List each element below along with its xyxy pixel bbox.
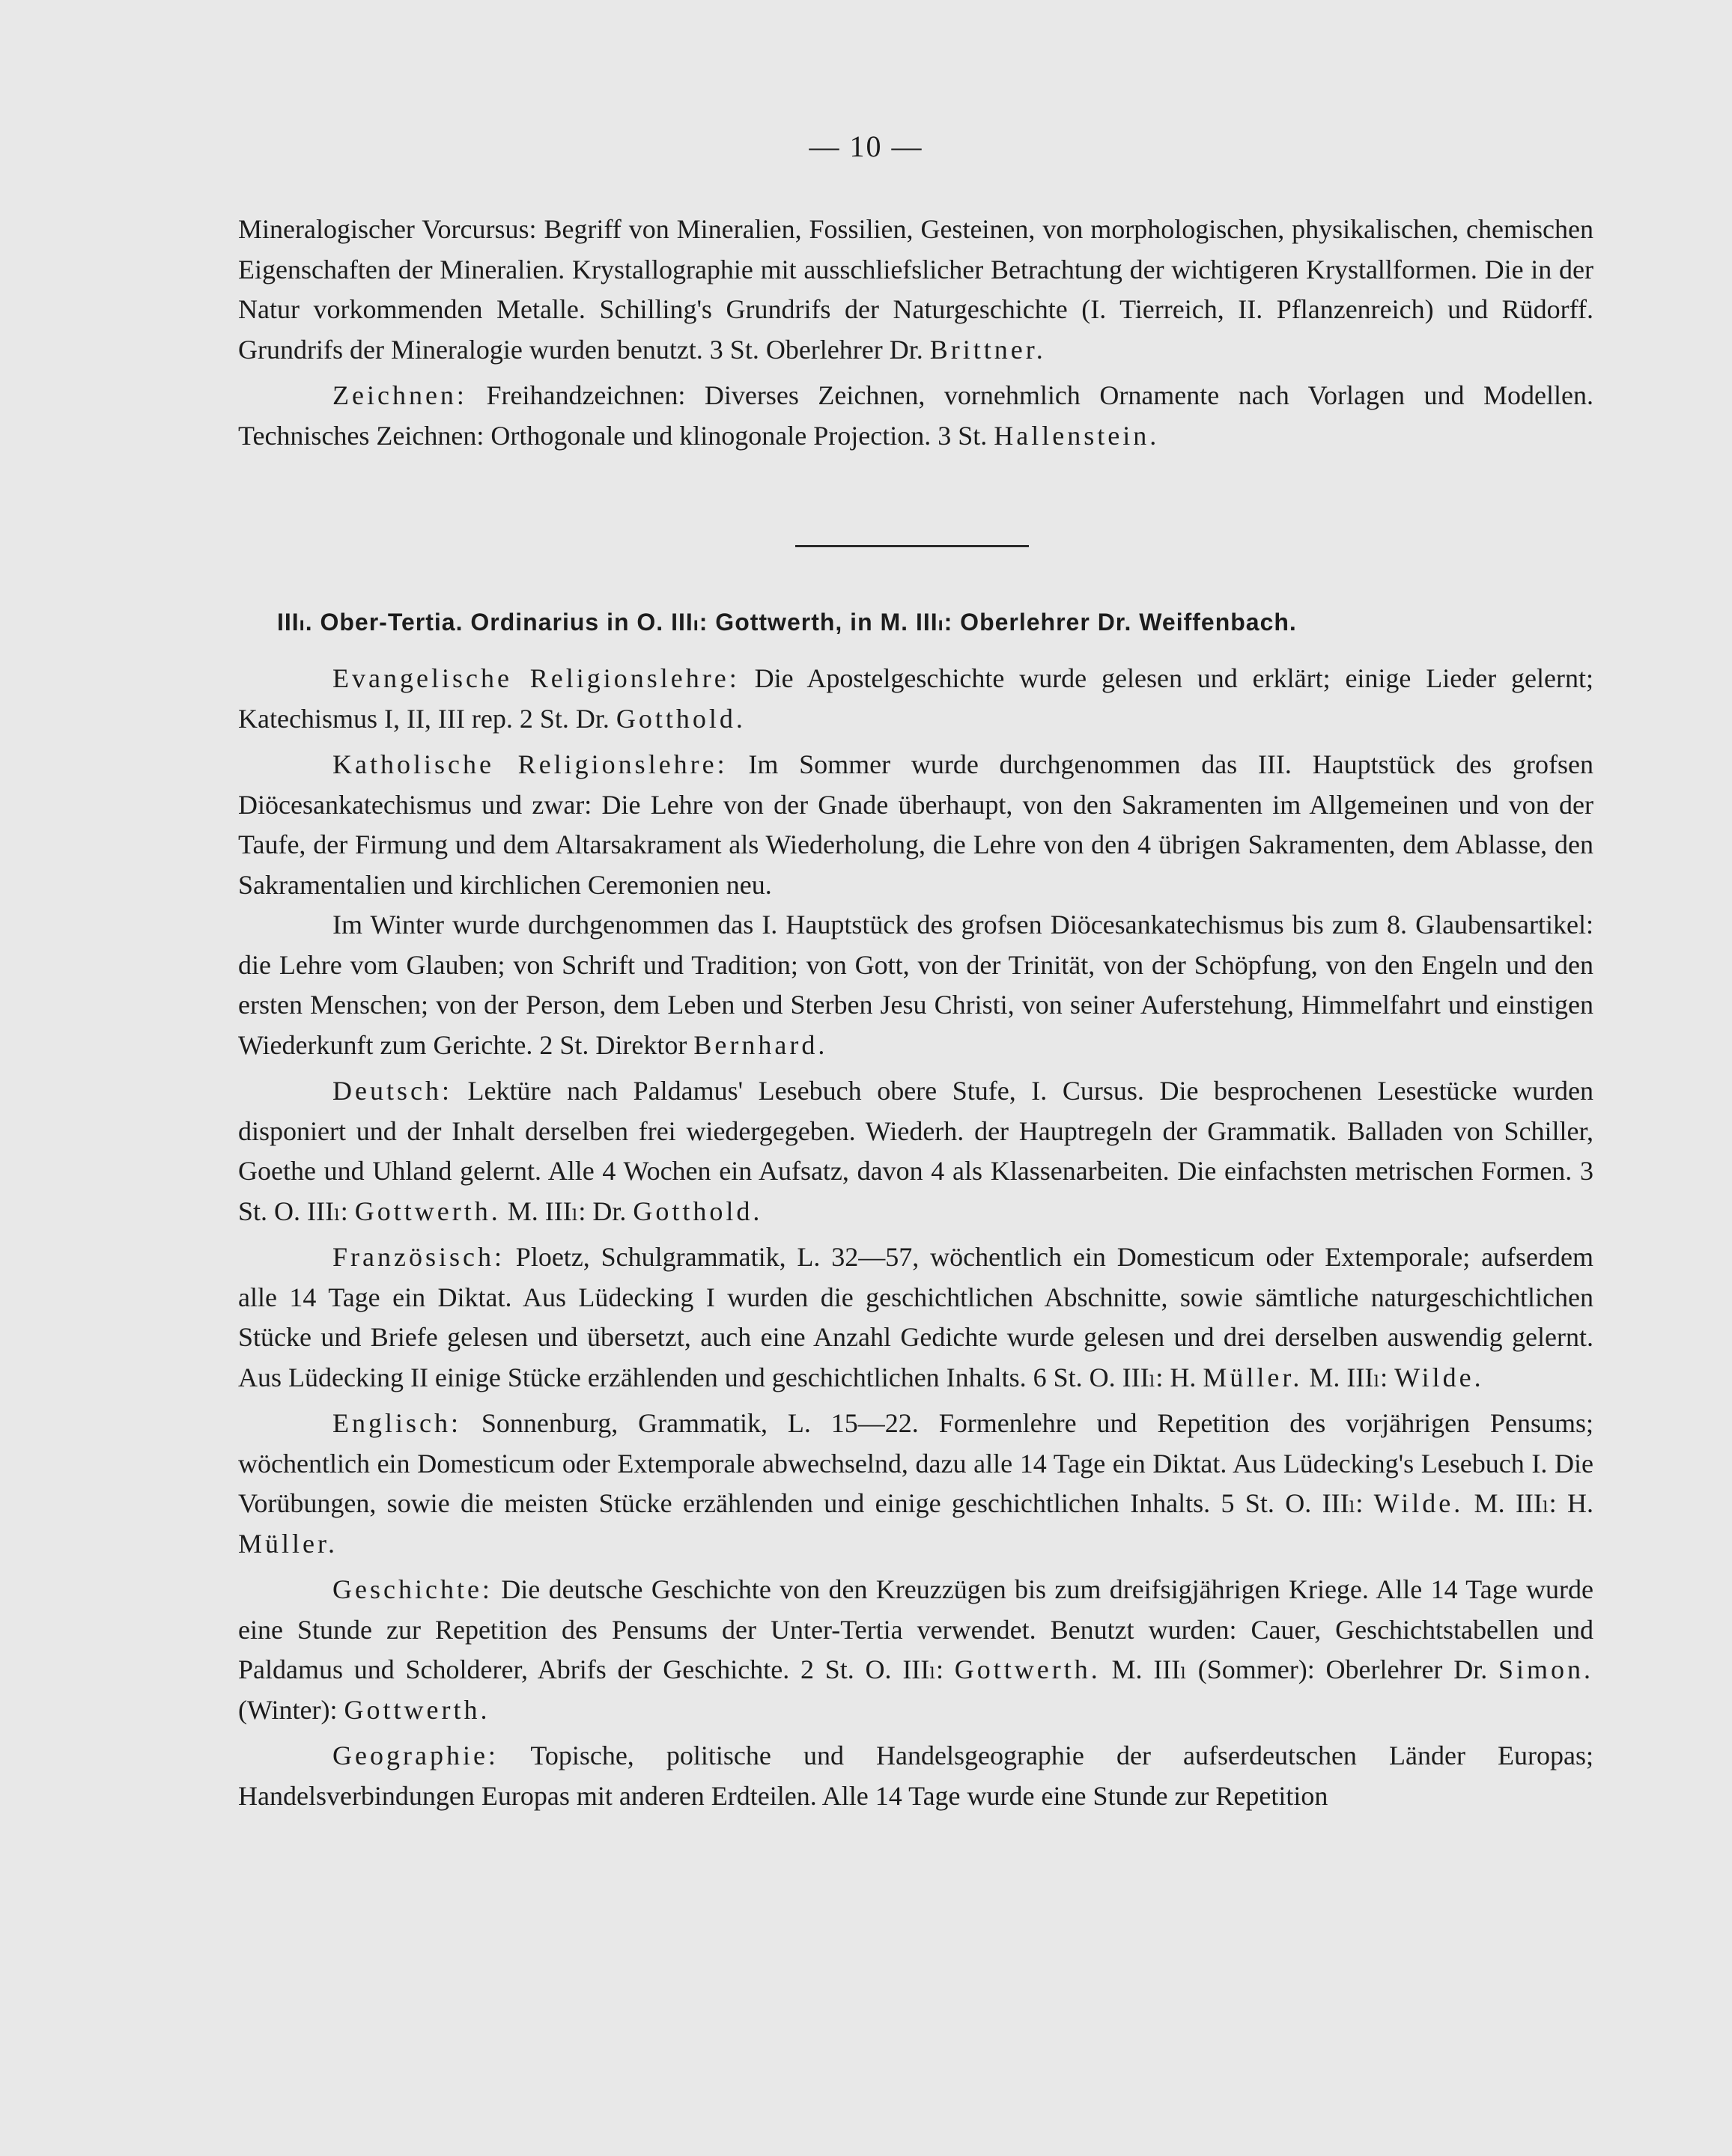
paragraph-mineralogie: [238, 210, 1593, 370]
teacher-name: Bernhard.: [693, 1029, 828, 1060]
subject-term: Geschichte:: [332, 1574, 493, 1604]
subject-term: Zeichnen:: [332, 380, 467, 410]
page-number: — 10 —: [809, 130, 923, 163]
paragraph-katholisch: [238, 745, 1593, 905]
subject-term: Französisch:: [332, 1242, 505, 1272]
paragraph-geographie: [238, 1736, 1593, 1816]
paragraph-franzoesisch: [238, 1237, 1593, 1398]
paragraph-evangelisch: [238, 659, 1593, 739]
paragraph-text: Begriff von Mineralien, Fossilien, Gesteinen, von morphologischen, physikalischen, chemischen Eigenschaften der Mineralien. Krystallographie mit ausschliefslicher Betrachtung der wichtigeren Krystallformen. Die in der Natur vorkommenden Metalle. Schilling's Grundrifs der Naturgeschichte (I. Tierreich, II. Pflanzenreich) und Rüdorff. Grundrifs der Mineralogie wurden benutzt. 3 St. Oberlehrer Dr.: [238, 214, 1593, 365]
teacher-name: Gottwerth.: [954, 1654, 1101, 1684]
subject-term: Englisch:: [332, 1408, 461, 1438]
teacher-name: Wilde.: [1394, 1362, 1484, 1392]
paragraph-text: M. IIIₗ: H.: [1463, 1488, 1593, 1518]
teacher-name: Wilde.: [1373, 1488, 1464, 1518]
paragraph-text: Freihandzeichnen: Diverses Zeichnen, vornehmlich Ornamente nach Vorlagen und Modellen. Technisches Zeichnen: Orthogonale und klinogonale Projection. 3 St.: [238, 380, 1593, 451]
teacher-name: Hallenstein.: [994, 420, 1160, 451]
paragraph-deutsch: [238, 1071, 1593, 1231]
top-section: [238, 210, 1593, 456]
subject-term: Deutsch:: [332, 1076, 452, 1106]
paragraph-text: Topische, politische und Handelsgeographie der aufserdeutschen Länder Europas; Handelsverbindungen Europas mit anderen Erdteilen. Alle 14 Tage wurde eine Stunde zur Repetition: [238, 1741, 1593, 1811]
paragraph-text: (Winter):: [238, 1694, 344, 1725]
paragraph-text: Lektüre nach Paldamus' Lesebuch obere Stufe, I. Cursus. Die besprochenen Lesestücke wurden disponiert und der Inhalt derselben frei wiedergegeben. Wiederh. der Hauptregeln der Grammatik. Balladen von Schiller, Goethe und Uhland gelernt. Alle 4 Wochen ein Aufsatz, davon 4 als Klassenarbeiten. Die einfachsten metrischen Formen. 3 St. O. IIIₗ:: [238, 1076, 1593, 1226]
paragraph-text: Ploetz, Schulgrammatik, L. 32—57, wöchentlich ein Domesticum oder Extemporale; aufserdem alle 14 Tage ein Diktat. Aus Lüdecking I wurden die geschichtlichen Abschnitte, sowie sämtliche naturgeschichtlichen Stücke und Briefe gelesen und übersetzt, auch eine Anzahl Gedichte wurde gelesen und drei derselben auswendig gelernt. Aus Lüdecking II einige Stücke erzählenden und geschichtlichen Inhalts. 6 St. O. IIIₗ: H.: [238, 1242, 1593, 1392]
paragraph-text: M. IIIₗ:: [1302, 1362, 1395, 1392]
teacher-name: Simon.: [1498, 1654, 1593, 1684]
paragraph-text: Sonnenburg, Grammatik, L. 15—22. Formenlehre und Repetition des vorjährigen Pensums; wöchentlich ein Domesticum oder Extemporale abwechselnd, dazu alle 14 Tage ein Diktat. Aus Lüdecking's Lesebuch I. Die Vorübungen, sowie die meisten Stücke erzählenden und einige geschichtlichen Inhalts. 5 St. O. IIIₗ:: [238, 1408, 1593, 1518]
teacher-name: Brittner.: [929, 334, 1046, 365]
section-heading: IIIₗ. Ober-Tertia. Ordinarius in O. IIIₗ: Gottwerth, in M. IIIₗ: Oberlehrer Dr. Weiffenbach.: [277, 609, 1297, 636]
teacher-name: Gotthold.: [633, 1196, 763, 1226]
paragraph-zeichnen: [238, 376, 1593, 456]
subject-term: Evangelische Religionslehre:: [332, 663, 740, 693]
paragraph-englisch: [238, 1404, 1593, 1564]
subjects-section: [238, 659, 1593, 1816]
subject-term: Mineralogischer Vorcursus:: [238, 214, 537, 244]
section-divider: [795, 545, 1029, 547]
paragraph-text: Die Apostelgeschichte wurde gelesen und erklärt; einige Lieder gelernt; Katechismus I, II, III rep. 2 St. Dr.: [238, 663, 1593, 734]
paragraph-text: M. IIIₗ (Sommer): Oberlehrer Dr.: [1100, 1654, 1498, 1684]
teacher-name: Gottwerth.: [354, 1196, 501, 1226]
paragraph-text: Die deutsche Geschichte von den Kreuzzügen bis zum dreifsigjährigen Kriege. Alle 14 Tage wurde eine Stunde zur Repetition des Pensums der Unter-Tertia verwendet. Benutzt wurden: Cauer, Geschichtstabellen und Paldamus und Scholderer, Abrifs der Geschichte. 2 St. O. IIIₗ:: [238, 1574, 1593, 1684]
teacher-name: Gottwerth.: [344, 1694, 490, 1725]
teacher-name: Müller.: [238, 1528, 338, 1559]
paragraph-text: Im Sommer wurde durchgenommen das III. Hauptstück des grofsen Diöcesankatechismus und zwar: Die Lehre von der Gnade überhaupt, von den Sakramenten im Allgemeinen und von der Taufe, der Firmung und dem Altarsakrament als Wiederholung, die Lehre von den 4 übrigen Sakramenten, dem Ablasse, den Sakramentalien und kirchlichen Ceremonien neu.: [238, 749, 1593, 900]
paragraph-text: Im Winter wurde durchgenommen das I. Hauptstück des grofsen Diöcesankatechismus bis zum 8. Glaubensartikel: die Lehre vom Glauben; von Schrift und Tradition; von Gott, von der Trinität, von der Schöpfung, von den Engeln und den ersten Menschen; von der Person, dem Leben und Sterben Jesu Christi, von seiner Auferstehung, Himmelfahrt und einstigen Wiederkunft zum Gerichte. 2 St. Direktor: [238, 910, 1593, 1060]
teacher-name: Gotthold.: [616, 703, 746, 734]
subject-term: Katholische Religionslehre:: [332, 749, 728, 779]
paragraph-text: M. IIIₗ: Dr.: [500, 1196, 633, 1226]
paragraph-geschichte: [238, 1570, 1593, 1730]
subject-term: Geographie:: [332, 1741, 499, 1770]
paragraph-katholisch-winter: [238, 905, 1593, 1065]
teacher-name: Müller.: [1203, 1362, 1303, 1392]
